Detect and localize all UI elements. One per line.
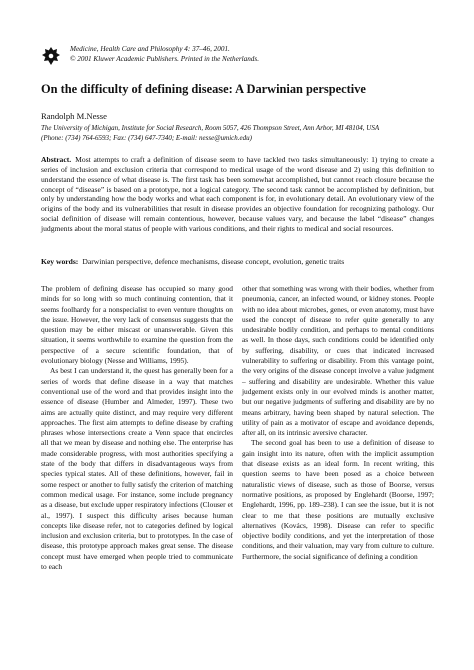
body-paragraph: The problem of defining disease has occupied so many good minds for so long with so much continuing contention, that it seems foolhardy for a nonspecialist to even venture thoughts on the issue. However, the very lack of consensus suggests that the question may be either miscast or unanswerable. Given this situation, it seems worthwhile to examine the question from the perspective of a secure scientific foundation, that of evolutionary biology (Nesse and Williams, 1995). [41, 284, 233, 366]
keywords-label: Key words: [41, 257, 79, 266]
keywords-text: Darwinian perspective, defence mechanisms, disease concept, evolution, genetic traits [82, 257, 345, 266]
abstract [41, 155, 434, 234]
article-title: On the difficulty of defining disease: A Darwinian perspective [41, 82, 366, 96]
abstract-text: Most attempts to craft a definition of disease seem to have tackled two tasks simultaneously: 1) trying to create a series of inclusion and exclusion criteria that correspond to medical usage of the word disease and 2) using this definition to understand the essence of what disease is. The first task has been somewhat accomplished, but cannot reach closure because the concept of “disease” is based on a prototype, not a logical category. The second task cannot be accomplished by definition, but only by understanding how the body works and what each component is for, in evolutionary detail. An evolutionary view of the origins of the body and its vulnerabilities that result in disease provides an objective foundation for recognizing pathology. Our social definition of disease will remain contentious, however, because values vary, and because the label “disease” changes judgments about the moral status of people with various conditions, and their rights to medical and social resources. [41, 155, 434, 233]
body-column-left [41, 284, 233, 572]
body-paragraph: other that something was wrong with their bodies, whether from pneumonia, cancer, an infected wound, or kidney stones. People with no idea about microbes, genes, or even anatomy, must have used the concept of disease to refer quite generally to any undesirable bodily condition, and perhaps to mental conditions as well. In those days, such conditions could be identified only by suffering, disability, or cues that indicated increased vulnerability to suffering or disability. From this vantage point, the very origins of the disease concept involve a value judgment – suffering and disability are undesirable. Whether this value judgement exists only in our evolved minds is another matter, but our negative judgments of suffering and disability are by no means arbitrary, having been shaped by natural selection. The utility of pain as a motivator of escape and avoidance depends, after all, on its intrinsic aversive character. [242, 284, 434, 438]
affiliation-address: The University of Michigan, Institute for Social Research, Room 5057, 426 Thompson Street, Ann Arbor, MI 48104, USA [41, 124, 380, 132]
journal-info [70, 44, 259, 64]
affiliation-contact: (Phone: (734) 764-6593; Fax: (734) 647-7340; E-mail: nesse@umich.edu) [41, 133, 252, 142]
copyright-line: © 2001 Kluwer Academic Publishers. Printed in the Netherlands. [70, 55, 259, 63]
abstract-label: Abstract. [41, 155, 72, 164]
body-paragraph: The second goal has been to use a definition of disease to gain insight into its nature, often with the implicit assumption that disease exists as an ideal form. In recent writing, this question seems to have been posed as a choice between naturalistic views of disease, such as those of Boorse, versus normative positions, as proposed by Englehardt (Boorse, 1997; Englehardt, 1996, pp. 189–238). I can see the issue, but it is not clear to me that these positions are mutually exclusive alternatives (Kovács, 1998). Disease can refer to specific objective bodily conditions, and yet the interpretation of those conditions, and their valuation, may vary from culture to culture. Furthermore, the social significance of defining a condition [242, 438, 434, 561]
author-affiliation [41, 124, 379, 143]
journal-citation: Medicine, Health Care and Philosophy 4: 37–46, 2001. [70, 45, 230, 53]
body-column-right [242, 284, 434, 562]
publisher-logo-icon [41, 46, 61, 66]
keywords [41, 257, 434, 266]
author-name: Randolph M.Nesse [41, 111, 107, 121]
body-paragraph: As best I can understand it, the quest has generally been for a series of words that define disease in a way that matches conventional use of the word and that provides insight into the essence of disease (Humber and Almeder, 1997). These two aims are actually quite distinct, and may require very different approaches. The first aim attempts to define disease by crafting phrases whose intersections create a Venn space that encircles all that we mean by disease and nothing else. The enterprise has made considerable progress, with most authorities specifying a state of the body that differs in disadvantageous ways from species typical states. All of these definitions, however, fail in some respect or another to fully satisfy the criterion of matching common medical usage. For instance, some include pregnancy as a disease, but exclude upper respiratory infections (Clouser et al., 1997). I suspect this difficulty arises because human concepts like disease refer, not to categories defined by logical inclusion and exclusion criteria, but to prototypes. In the case of disease, this prototype approach makes great sense. The disease concept must have emerged when people tried to communicate to each [41, 366, 233, 572]
